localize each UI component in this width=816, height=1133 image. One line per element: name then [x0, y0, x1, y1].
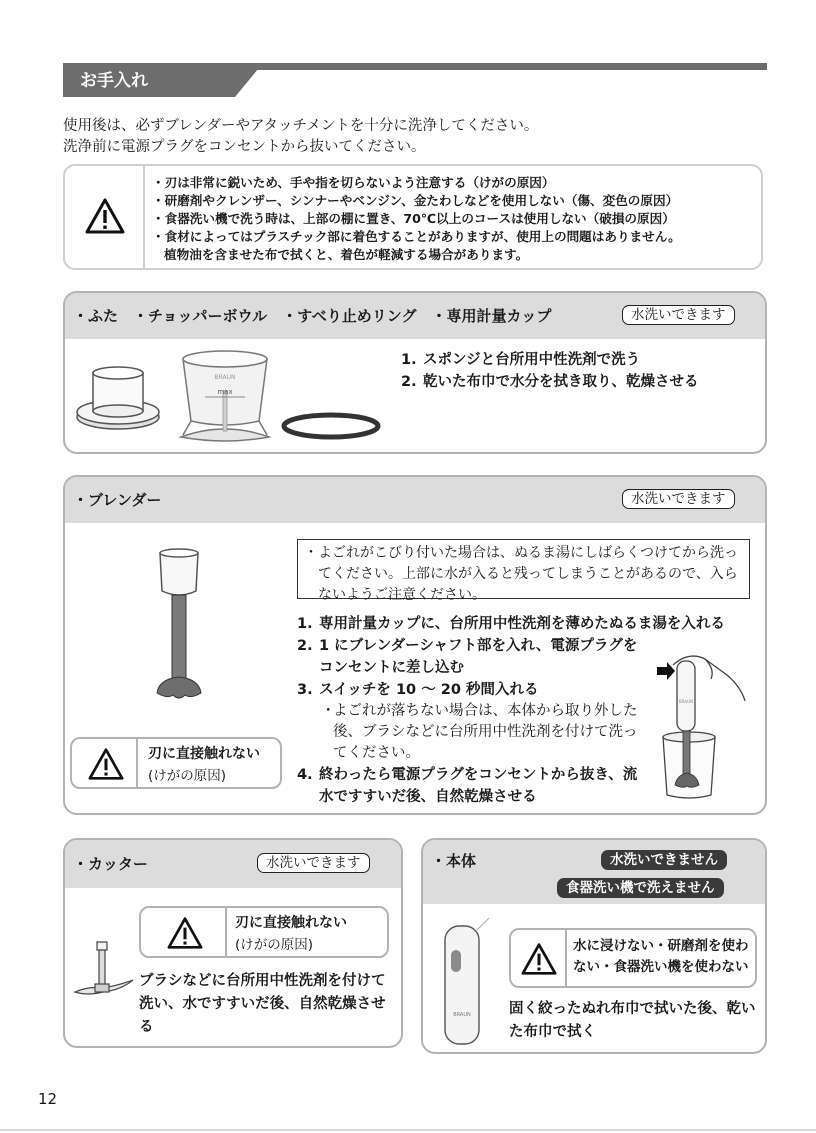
- not-washable-badge: 水洗いできません: [601, 850, 727, 870]
- step-note: ・ よごれが落ちない場合は、本体から取り外した後、ブラシなどに台所用中性洗剤を付けて洗ってください。: [321, 703, 638, 761]
- blender-title: ・ブレンダー: [73, 491, 162, 509]
- caution-item: ・研磨剤やクレンザー、シンナーやベンジン、金たわしなどを使用しない（傷、変色の原因）: [152, 193, 679, 208]
- caution-divider: [143, 166, 145, 268]
- cutter-blade-illustration: [73, 938, 135, 1004]
- cutter-instruction: ブラシなどに台所用中性洗剤を付けて洗い、水ですすいだ後、自然乾燥させる: [139, 973, 386, 1035]
- caution-item-continued: 植物油を含ませた布で拭くと、着色が軽減する場合があります。: [164, 247, 529, 262]
- blender-shaft-illustration: [151, 547, 207, 707]
- page-number: 12: [38, 1090, 58, 1108]
- motor-body-illustration: [437, 916, 495, 1052]
- step-item: 2. 乾いた布巾で水分を拭き取り、乾燥させる: [401, 374, 699, 390]
- page-title: お手入れ: [80, 71, 148, 91]
- intro-text: [63, 116, 538, 158]
- intro-line-2: 洗浄前に電源プラグをコンセントから抜いてください。: [63, 139, 426, 155]
- step-item: 1. スポンジと台所用中性洗剤で洗う: [401, 352, 641, 368]
- accessories-panel: [63, 291, 767, 454]
- step-item: 2. 1 にブレンダーシャフト部を入れ、電源プラグをコンセントに差し込む: [297, 638, 638, 676]
- caution-list: [152, 174, 760, 264]
- blade-warning-box: [70, 737, 282, 789]
- lid-illustration: [73, 359, 163, 439]
- caution-item: ・食器洗い機で洗う時は、上部の棚に置き、70℃以上のコースは使用しない（破損の原因）: [152, 211, 675, 226]
- warning-line-2: (けがの原因): [148, 768, 227, 784]
- non-slip-ring-illustration: [279, 411, 383, 441]
- blade-warning-box: [139, 906, 389, 958]
- body-brand: BRAUN: [453, 1012, 471, 1018]
- washable-badge: 水洗いできます: [622, 305, 735, 325]
- warning-line-2: (けがの原因): [235, 937, 314, 953]
- washable-badge: 水洗いできます: [257, 853, 370, 873]
- bowl-brand: BRAUN: [214, 374, 236, 381]
- warning-icon: [84, 197, 126, 235]
- washable-badge: 水洗いできます: [622, 489, 735, 509]
- chopper-bowl-illustration: [175, 345, 275, 443]
- no-dishwasher-badge: 食器洗い機で洗えません: [557, 878, 724, 898]
- body-unit-panel: [421, 838, 767, 1054]
- warning-icon: [165, 916, 205, 950]
- accessories-title: ・ふた ・チョッパーボウル ・すべり止めリング ・専用計量カップ: [73, 307, 552, 325]
- body-warning-text: 水に浸けない・研磨剤を使わない・食器洗い機を使わない: [573, 938, 749, 975]
- blender-panel: [63, 475, 767, 815]
- dirt-note-box: ・ よごれがこびり付いた場合は、ぬるま湯にしばらくつけてから洗ってください。上部に水が入ると残ってしまうことがあるので、入らないようご注意ください。: [297, 539, 750, 599]
- bottom-rule: [0, 1129, 816, 1131]
- body-warning-box: [509, 928, 757, 988]
- warning-divider: [225, 908, 227, 956]
- intro-line-1: 使用後は、必ずブレンダーやアタッチメントを十分に洗浄してください。: [63, 118, 539, 134]
- warning-line-1: 刃に直接触れない: [235, 915, 347, 931]
- cutter-title: ・カッター: [73, 855, 148, 873]
- cutter-panel: [63, 838, 403, 1048]
- blender-in-cup-illustration: [645, 645, 749, 805]
- step-item: 4. 終わったら電源プラグをコンセントから抜き、流水ですすいだ後、自然乾燥させる: [297, 767, 638, 805]
- step-item: 3. スイッチを 10 ～ 20 秒間入れる ・ よごれが落ちない場合は、本体から取り外した後、ブラシなどに台所用中性洗剤を付けて洗ってください。: [297, 679, 649, 764]
- warning-divider: [136, 739, 138, 787]
- dirt-note-text: よごれがこびり付いた場合は、ぬるま湯にしばらくつけてから洗ってください。上部に水が入ると残ってしまうことがあるので、入らないようご注意ください。: [318, 545, 738, 603]
- caution-item: ・刃は非常に鋭いため、手や指を切らないよう注意する（けがの原因）: [152, 175, 555, 190]
- bowl-max-label: max: [217, 388, 233, 396]
- accessories-steps: [401, 349, 699, 393]
- warning-line-1: 刃に直接触れない: [148, 746, 260, 762]
- caution-item: ・食材によってはプラスチック部に着色することがありますが、使用上の問題はありません。: [152, 229, 681, 244]
- step-item: 1. 専用計量カップに、台所用中性洗剤を薄めたぬるま湯を入れる: [297, 616, 725, 632]
- warning-icon: [86, 747, 126, 781]
- warning-icon: [519, 942, 559, 976]
- warning-divider: [565, 930, 567, 986]
- body-unit-instruction: 固く絞ったぬれ布巾で拭いた後、乾いた布巾で拭く: [509, 1001, 756, 1040]
- motor-brand: BRAUN: [678, 699, 694, 704]
- body-unit-title: ・本体: [431, 852, 477, 870]
